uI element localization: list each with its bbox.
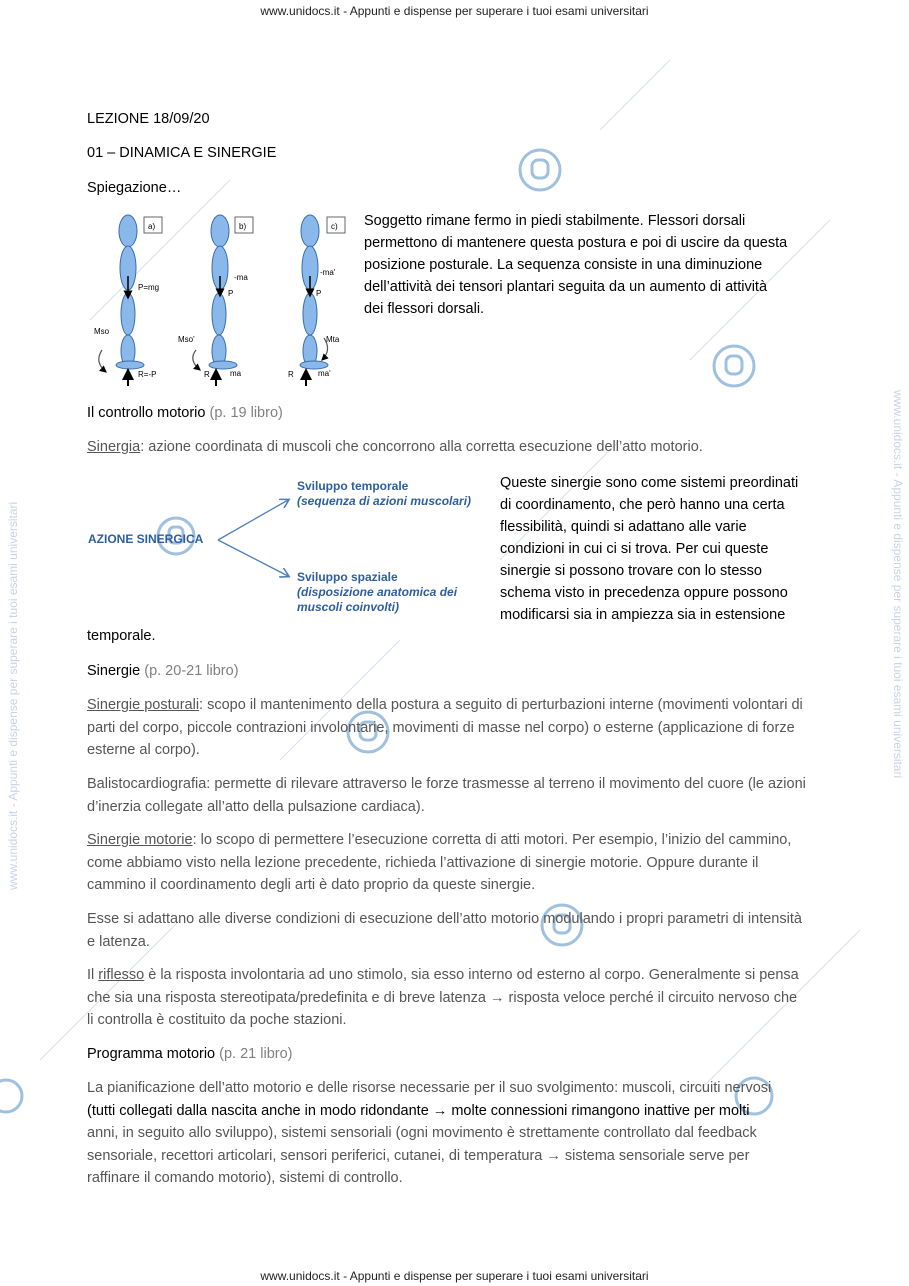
svg-text:R: R	[204, 370, 210, 379]
figure2-caption: Queste sinergie sono come sistemi preordinati di coordinamento, che però hanno una certa flessibilità, quindi si adattano alle varie condizioni in cui ci si trova. Per cui queste sinergie si possono trovare con lo stesso schema visto in precedenza oppure possono modificarsi sia in ampiezza sia in estensione	[500, 475, 799, 623]
branch-temporal: Sviluppo temporale (sequenza di azioni muscolari)	[297, 479, 472, 508]
motor-control-heading: Il controllo motorio (p. 19 libro)	[87, 405, 283, 421]
watermark-left: www.unidocs.it - Appunti e dispense per superare i tuoi esami universitari	[6, 501, 20, 890]
svg-text:Mso: Mso	[94, 327, 110, 336]
synergies-heading: Sinergie (p. 20-21 libro)	[87, 663, 239, 679]
lesson-date: LEZIONE 18/09/20	[87, 111, 210, 127]
svg-text:-ma': -ma'	[320, 268, 336, 277]
svg-text:b): b)	[239, 222, 247, 231]
svg-text:c): c)	[331, 222, 338, 231]
svg-text:R: R	[288, 370, 294, 379]
motor-program-heading: Programma motorio (p. 21 libro)	[87, 1046, 293, 1062]
svg-text:a): a)	[148, 222, 156, 231]
synergy-definition: Sinergia: azione coordinata di muscoli che concorrono alla corretta esecuzione dell’atto motorio.	[87, 439, 703, 455]
svg-text:ma': ma'	[318, 369, 331, 378]
svg-text:P: P	[228, 289, 234, 298]
watermark-right: www.unidocs.it - Appunti e dispense per superare i tuoi esami universitari	[891, 390, 905, 779]
svg-text:Mso': Mso'	[178, 335, 195, 344]
synergy-root-label: AZIONE SINERGICA	[88, 532, 204, 546]
svg-text:ma: ma	[230, 369, 242, 378]
branch-spatial: Sviluppo spaziale (disposizione anatomica dei muscoli coinvolti)	[297, 570, 458, 614]
svg-text:Mta: Mta	[326, 335, 340, 344]
motor-synergies-paragraph: Sinergie motorie: lo scopo di permettere l’esecuzione corretta di atti motori. Per esempio, l’inizio del cammino, come abbiamo visto nella lezione precedente, richieda l’attivazione di sinergie motorie. Oppure durante il cammino il coordinamento degli arti è dato proprio da queste sinergie.	[87, 832, 792, 893]
figure1-caption: Soggetto rimane fermo in piedi stabilmente. Flessori dorsali permettono di mantenere questa postura e poi di uscire da questa posizione posturale. La sequenza consiste in una diminuzione dell’attività dei tensori plantari seguita da un aumento di attività dei flessori dorsali.	[364, 213, 788, 317]
svg-text:P=mg: P=mg	[138, 283, 160, 292]
reflex-paragraph: Il riflesso è la risposta involontaria ad uno stimolo, sia esso interno od esterno al corpo. Generalmente si pensa che sia una risposta stereotipata/predefinita e di breve latenza → risposta veloce perché il circuito nervoso che li controlla è costituito da poche stazioni.	[87, 967, 799, 1028]
watermark-top: www.unidocs.it - Appunti e dispense per superare i tuoi esami universitari	[260, 4, 649, 18]
page-title: 01 – DINAMICA E SINERGIE	[87, 145, 277, 161]
adaptation-paragraph: Esse si adattano alle diverse condizioni di esecuzione dell’atto motorio modulando i propri parametri di intensità e latenza.	[87, 911, 802, 950]
watermark-bottom: www.unidocs.it - Appunti e dispense per superare i tuoi esami universitari	[260, 1269, 649, 1283]
svg-text:R=-P: R=-P	[138, 370, 157, 379]
postural-synergies-paragraph: Sinergie posturali: scopo il mantenimento della postura a seguito di perturbazioni interne (movimenti volontari di parti del corpo, piccole contrazioni involontarie, movimenti di masse nel corpo) o esterne (applicazione di forze esterne al corpo).	[87, 697, 803, 758]
posture-figure	[88, 210, 358, 388]
motor-program-paragraph: La pianificazione dell’atto motorio e delle risorse necessarie per il suo svolgimento: muscoli, circuiti nervosi (tutti collegati dalla nascita anche in modo ridondante → molte connessioni rimangono inattive per molti anni, in seguito allo sviluppo), sistemi sensoriali (ogni movimento è strettamente controllato dal feedback sensoriale, recettori articolari, sensori periferici, cutanei, di temperatura → sistema sensoriale serve per raffinare il comando motorio), sistemi di controllo.	[87, 1080, 772, 1186]
intro-label: Spiegazione…	[87, 180, 182, 196]
svg-text:P: P	[316, 289, 322, 298]
figure2-caption-tail: temporale.	[87, 628, 156, 644]
balistocardiography-paragraph: Balistocardiografia: permette di rilevare attraverso le forze trasmesse al terreno il movimento del cuore (le azioni d’inerzia collegate all’atto della pulsazione cardiaca).	[87, 776, 806, 815]
svg-text:-ma: -ma	[234, 273, 248, 282]
